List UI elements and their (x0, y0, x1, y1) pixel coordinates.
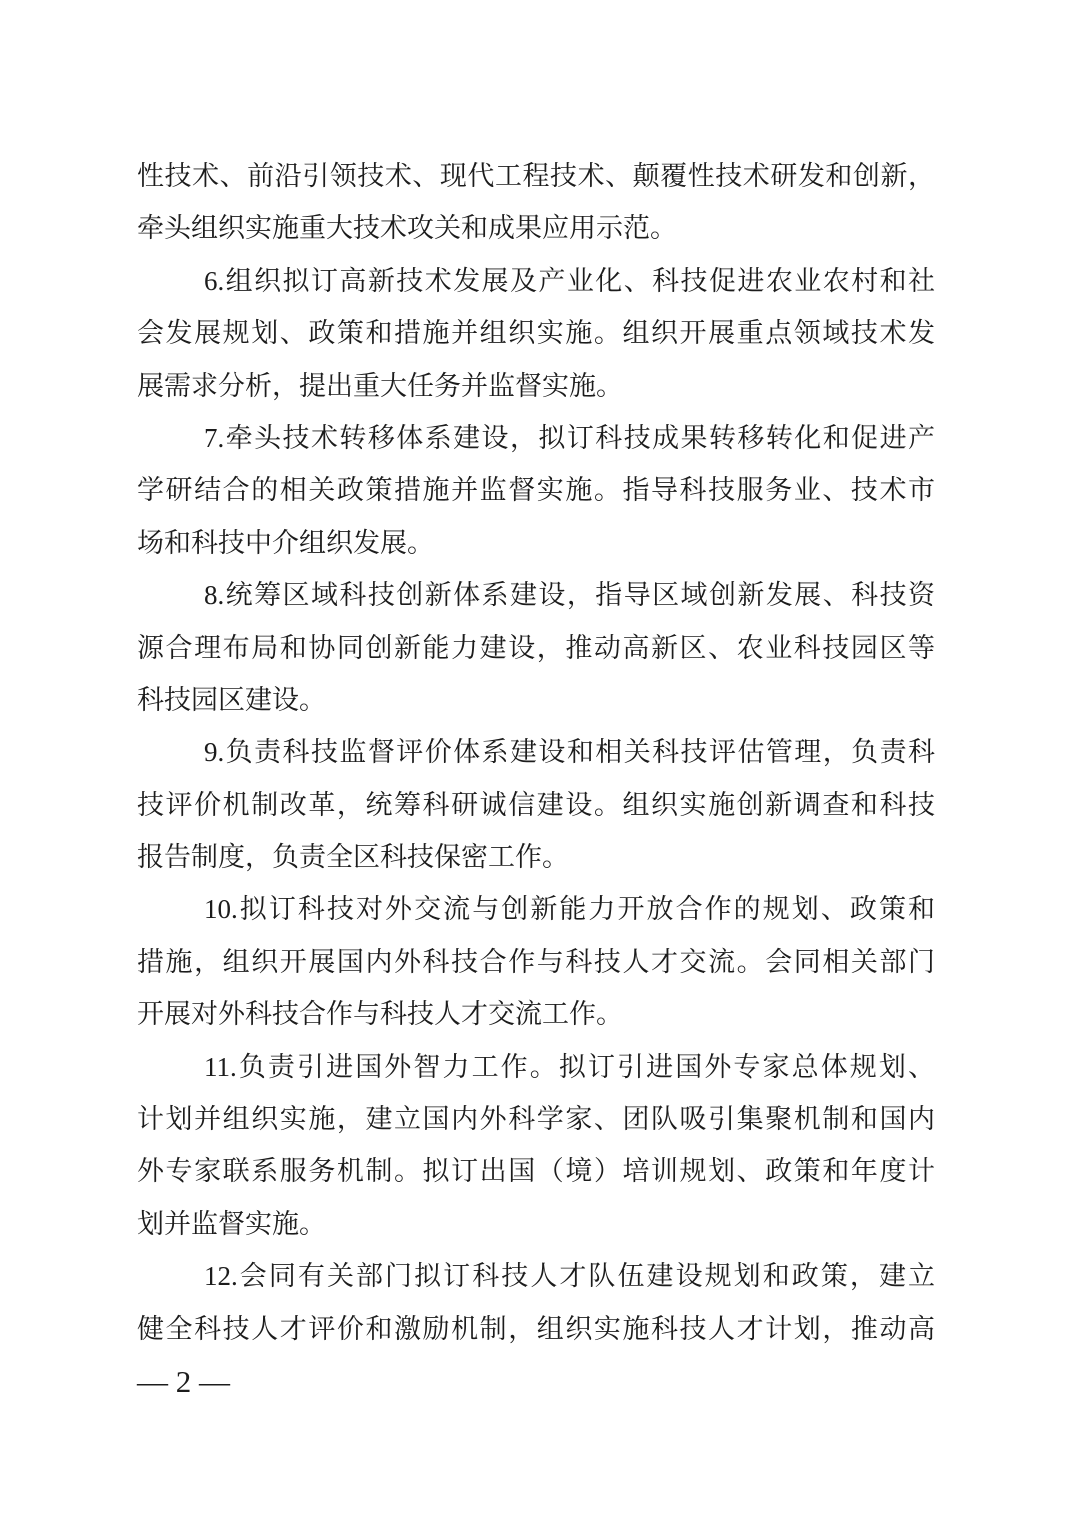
body-line: 性技术、前沿引领技术、现代工程技术、颠覆性技术研发和创新， (137, 161, 935, 191)
body-line-item-10: 措施，组织开展国内外科技合作与科技人才交流。会同相关部门 (137, 946, 935, 977)
page-number: — 2 — (137, 1364, 230, 1399)
body-line-item-9: 技评价机制改革，统筹科研诚信建设。组织实施创新调查和科技 (137, 789, 935, 820)
body-line-item-6: 6.组织拟订高新技术发展及产业化、科技促进农业农村和社 (204, 265, 935, 296)
body-line-item-9: 9.负责科技监督评价体系建设和相关科技评估管理，负责科 (204, 737, 935, 768)
body-line-item-12: 健全科技人才评价和激励机制，组织实施科技人才计划，推动高 (137, 1313, 935, 1344)
body-line-item-12: 12.会同有关部门拟订科技人才队伍建设规划和政策，建立 (204, 1261, 935, 1292)
body-line: 牵头组织实施重大技术攻关和成果应用示范。 (137, 213, 677, 244)
body-line-item-11: 划并监督实施。 (137, 1208, 326, 1239)
body-line-item-9: 报告制度，负责全区科技保密工作。 (137, 842, 569, 873)
body-line-item-8: 8.统筹区域科技创新体系建设，指导区域创新发展、科技资 (204, 580, 935, 611)
body-line-item-11: 计划并组织实施，建立国内外科学家、团队吸引集聚机制和国内 (137, 1104, 935, 1135)
body-line-item-7: 学研结合的相关政策措施并监督实施。指导科技服务业、技术市 (137, 475, 935, 506)
body-line-item-8: 科技园区建设。 (137, 684, 326, 715)
body-line-item-11: 11.负责引进国外智力工作。拟订引进国外专家总体规划、 (204, 1051, 935, 1082)
body-line-item-8: 源合理布局和协同创新能力建设，推动高新区、农业科技园区等 (137, 632, 935, 663)
body-line-item-7: 场和科技中介组织发展。 (137, 527, 434, 558)
body-line-item-10: 开展对外科技合作与科技人才交流工作。 (137, 999, 623, 1030)
body-line-item-11: 外专家联系服务机制。拟订出国（境）培训规划、政策和年度计 (137, 1156, 935, 1187)
body-line-item-6: 会发展规划、政策和措施并组织实施。组织开展重点领域技术发 (137, 318, 935, 349)
body-line-item-7: 7.牵头技术转移体系建设，拟订科技成果转移转化和促进产 (204, 422, 935, 453)
body-line-item-10: 10.拟订科技对外交流与创新能力开放合作的规划、政策和 (204, 894, 935, 925)
page-footer (137, 1360, 230, 1404)
body-line-item-6: 展需求分析，提出重大任务并监督实施。 (137, 370, 623, 401)
document-body (137, 150, 935, 1355)
